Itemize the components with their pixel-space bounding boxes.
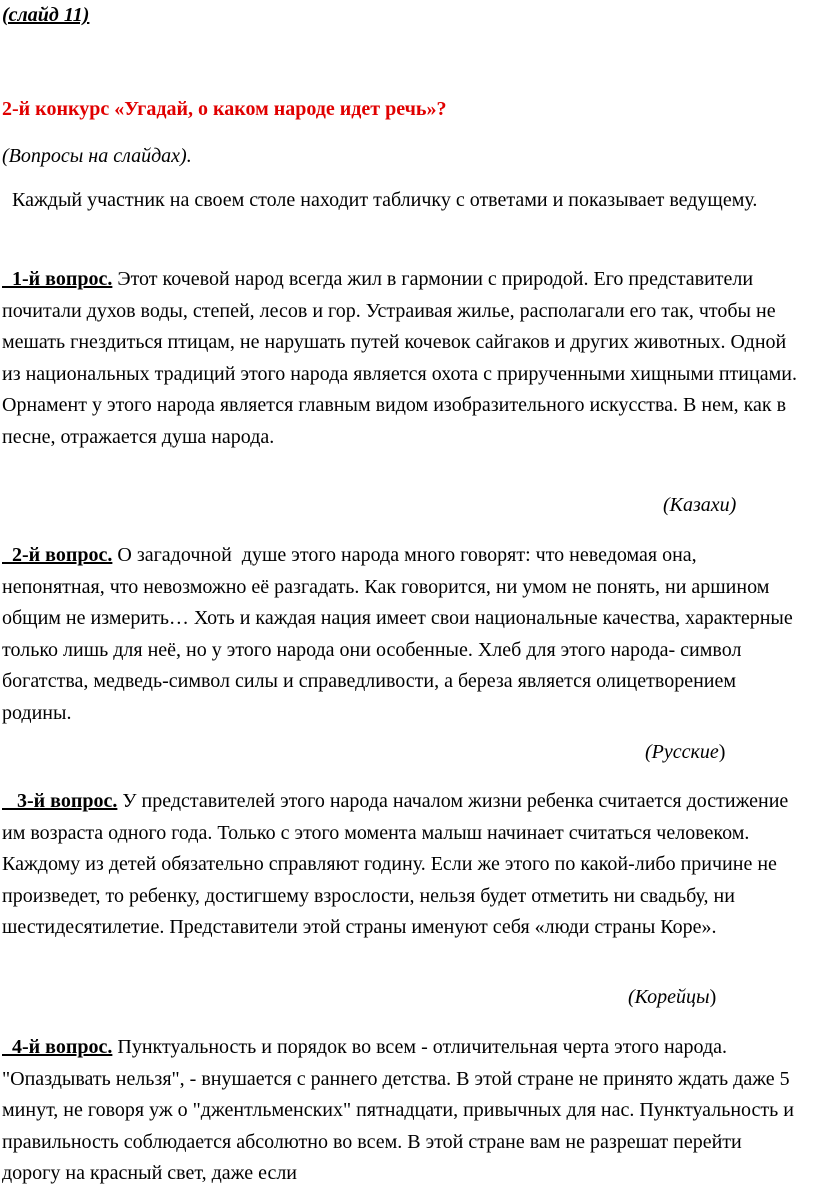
question-3-label: 3-й вопрос. [2, 790, 118, 812]
question-2 [2, 540, 802, 729]
question-1-label: 1-й вопрос. [2, 268, 113, 290]
answer-2 [645, 741, 725, 764]
contest-title: 2-й конкурс «Угадай, о каком народе идет речь»? [2, 98, 447, 120]
answer-1-text: (Казахи) [663, 494, 737, 516]
answer-3-close: ) [709, 986, 717, 1008]
question-4-text: Пунктуальность и порядок во всем - отличительная черта этого народа. "Опаздывать нельзя", - внушается с раннего детства. В этой стране не принято ждать даже 5 минут, не говоря уж о "джентльменских" пятнадцати, привычных для нас. Пунктуальность и правильность соблюдается абсолютно во всем. В этой стране вам не разрешат перейти дорогу на красный свет, даже если [2, 1036, 799, 1184]
answer-1 [663, 494, 736, 517]
answer-3-text: (Корейцы [628, 986, 710, 1008]
slide-reference: (слайд 11) [2, 4, 90, 26]
answer-3 [628, 986, 716, 1009]
question-2-text: О загадочной душе этого народа много говорят: что неведомая она, непонятная, что невозможно её разгадать. Как говорится, ни умом не понять, ни аршином общим не измерить… Хоть и каждая нация имеет свои национальные качества, характерные только лишь для неё, но у этого народа они особенные. Хлеб для этого народа- символ богатства, медведь-символ силы и справедливости, а береза является олицетворением родины. [2, 544, 798, 724]
question-3-text: У представителей этого народа началом жизни ребенка считается достижение им возраста одного года. Только с этого момента малыш начинает считаться человеком. Каждому из детей обязательно справляют годину. Если же этого по какой-либо причине не произведет, то ребенку, достигшему взрослости, нельзя будет отметить ни свадьбу, ни шестидесятилетие. Представители этой страны именуют себя «люди страны Коре». [2, 790, 794, 938]
question-3 [2, 786, 802, 944]
question-2-label: 2-й вопрос. [2, 544, 113, 566]
question-1 [2, 264, 802, 453]
intro-paragraph [2, 185, 802, 217]
intro-text: Каждый участник на своем столе находит табличку с ответами и показывает ведущему. [2, 189, 758, 211]
slides-note: (Вопросы на слайдах). [2, 145, 192, 167]
question-1-text: Этот кочевой народ всегда жил в гармонии с природой. Его представители почитали духов воды, степей, лесов и гор. Устраивая жилье, располагали его так, чтобы не мешать гнездиться птицам, не нарушать путей кочевок сайгаков и других животных. Одной из национальных традиций этого народа является охота с прирученными хищными птицами. Орнамент у этого народа является главным видом изобразительного искусства. В нем, как в песне, отражается душа народа. [2, 268, 802, 448]
answer-2-close: ) [718, 741, 726, 763]
answer-2-text: (Русские [645, 741, 719, 763]
question-4 [2, 1032, 802, 1190]
question-4-label: 4-й вопрос. [2, 1036, 113, 1058]
